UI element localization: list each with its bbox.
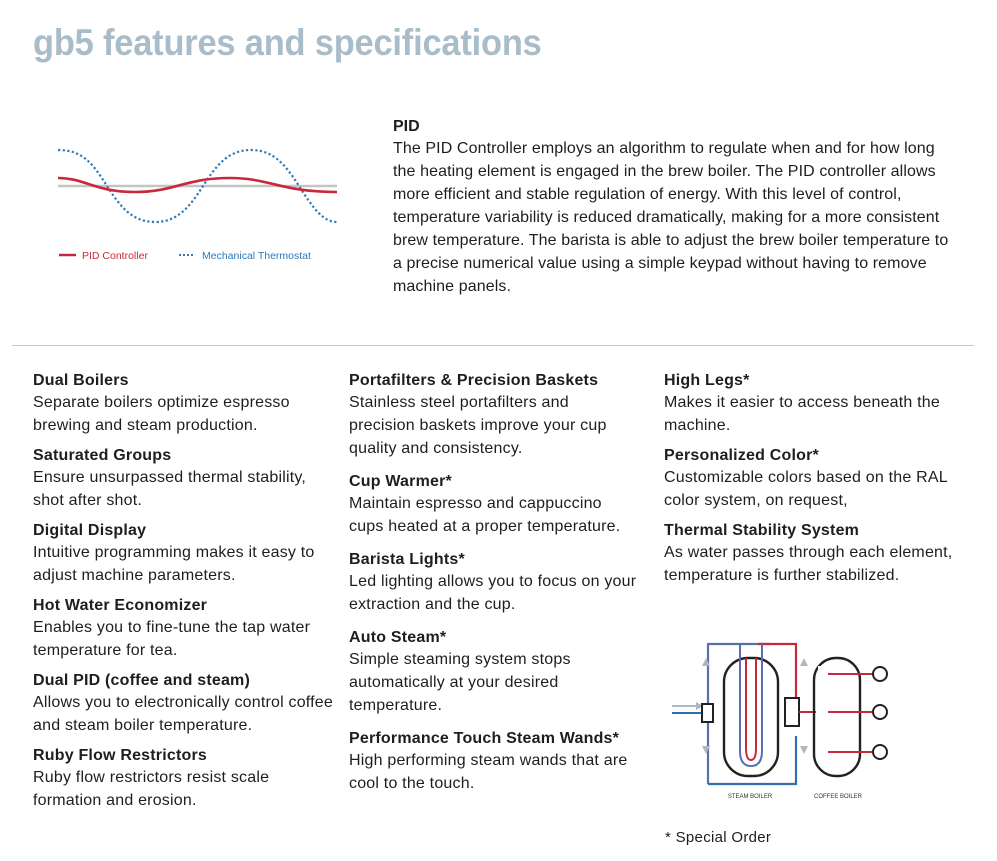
feature-title: Thermal Stability System [664,522,860,539]
feature-title: Performance Touch Steam Wands* [349,730,620,747]
feature-item [33,595,333,662]
feature-title: Saturated Groups [33,447,172,464]
feature-description: Customizable colors based on the RAL color system, on request, [664,469,948,509]
group-head-icon [873,745,887,759]
pid-section [393,117,953,298]
feature-description: Led lighting allows you to focus on your extraction and the cup. [349,573,637,613]
feature-title: Hot Water Economizer [33,597,208,614]
pid-description: The PID Controller employs an algorithm to regulate when and for how long the heating element is engaged in the brew boiler. The PID controller allows more efficient and stable regulation of energy. With this level of control, temperature variability is reduced dramatically, making for a more consistent brew temperature. The barista is able to adjust the brew boiler temperature to a precise numerical value using a simple keypad without having to remove machine panels. [393,140,949,295]
feature-item [664,370,954,437]
group-head-icon [873,705,887,719]
feature-item [349,728,639,795]
feature-title: Barista Lights* [349,551,465,568]
pid-legend-label: PID Controller [82,250,148,262]
feature-description: As water passes through each element, temperature is further stabilized. [664,544,953,584]
down-arrow-icon [800,746,808,754]
feature-item [349,549,639,616]
temperature-wave-chart [55,140,340,265]
coffee-boiler-label: COFFEE BOILER [813,794,863,800]
feature-description: High performing steam wands that are cool to the touch. [349,752,628,792]
feature-title: Auto Steam* [349,629,447,646]
feature-description: Separate boilers optimize espresso brewing and steam production. [33,394,290,434]
feature-item [33,370,333,437]
heat-exchanger-tube-inner [746,658,756,760]
feature-item [33,520,333,587]
feature-item [33,445,333,512]
feature-description: Ensure unsurpassed thermal stability, shot after shot. [33,469,307,509]
feature-title: High Legs* [664,372,750,389]
feature-title: Ruby Flow Restrictors [33,747,208,764]
feature-title: Cup Warmer* [349,473,452,490]
feature-description: Enables you to fine-tune the tap water temperature for tea. [33,619,311,659]
feature-item [349,471,639,538]
feature-description: Maintain espresso and cappuccino cups heated at a proper temperature. [349,495,621,535]
features-column-3 [664,370,954,595]
feature-item [349,627,639,717]
steam-boiler-label: STEAM BOILER [727,794,773,800]
feature-title: Dual Boilers [33,372,129,389]
page-title: gb5 features and specifications [33,22,542,63]
section-divider [12,345,974,346]
feature-item [33,670,333,737]
feature-description: Intuitive programming makes it easy to adjust machine parameters. [33,544,315,584]
feature-title: Digital Display [33,522,147,539]
feature-description: Simple steaming system stops automatically at your desired temperature. [349,651,571,714]
feature-description: Allows you to electronically control coffee and steam boiler temperature. [33,694,334,734]
mechanical-legend-label: Mechanical Thermostat [202,250,311,262]
feature-description: Ruby flow restrictors resist scale formation and erosion. [33,769,270,809]
group-head-icon [873,667,887,681]
feature-item [664,445,954,512]
valve-box [702,704,713,722]
features-column-2 [349,370,639,806]
up-arrow-icon [800,658,808,666]
valve-box [785,698,799,726]
feature-item [349,370,639,460]
feature-item [33,745,333,812]
heat-exchanger-tube [740,644,762,766]
thermal-stability-boiler-diagram [668,636,898,806]
feature-description: Stainless steel portafilters and precision baskets improve your cup quality and consistency. [349,394,607,457]
feature-title: Dual PID (coffee and steam) [33,672,251,689]
feature-description: Makes it easier to access beneath the machine. [664,394,940,434]
feature-item [664,520,954,587]
steam-boiler [724,658,778,776]
feature-title: Personalized Color* [664,447,819,464]
feature-title: Portafilters & Precision Baskets [349,372,599,389]
coffee-boiler-mask [818,666,828,764]
special-order-footnote: * Special Order [665,829,772,846]
features-column-1 [33,370,333,820]
pid-heading: PID [393,118,420,135]
